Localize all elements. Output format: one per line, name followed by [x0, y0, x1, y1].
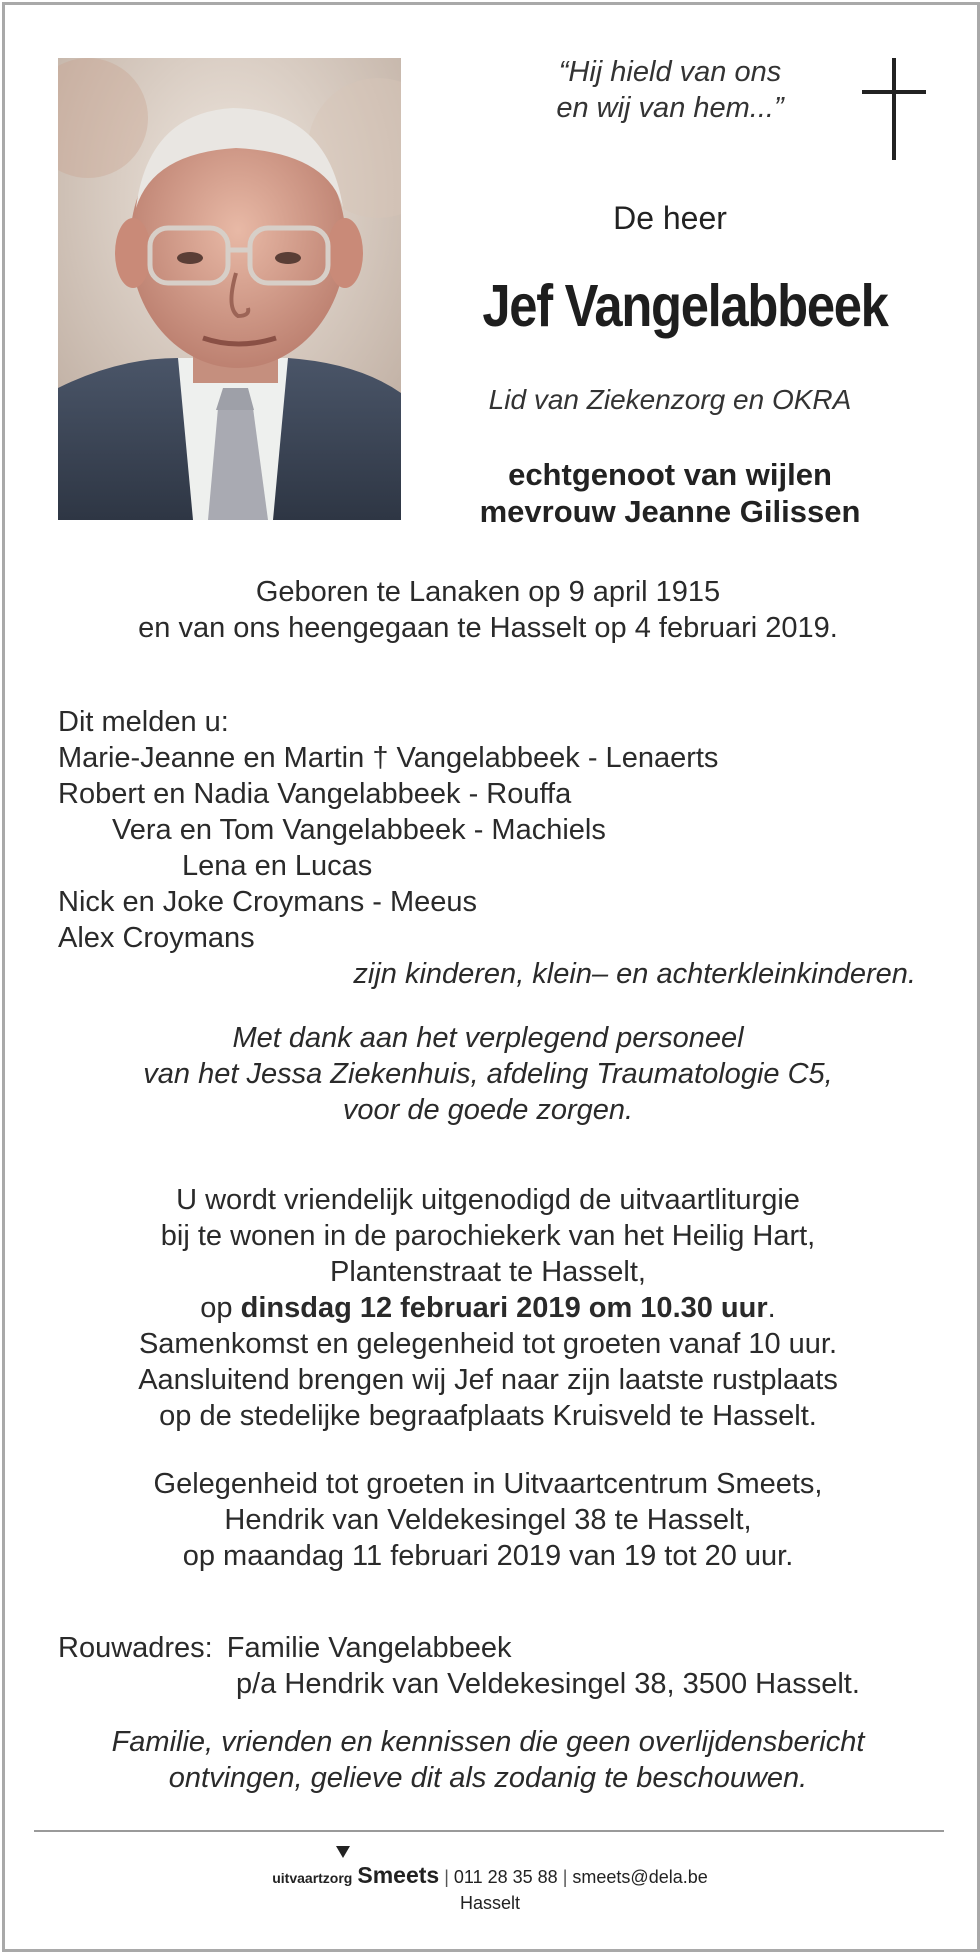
service-date — [58, 1290, 918, 1326]
service-line-6: Aansluitend brengen wij Jef naar zijn laatste rustplaats — [138, 1364, 838, 1396]
funeral-service-info — [58, 1182, 918, 1434]
footer-phone: 011 28 35 88 — [453, 1867, 558, 1887]
family-member: Marie-Jeanne en Martin † Vangelabbeek - Lenaerts — [58, 742, 719, 774]
thanks-line-3: voor de goede zorgen. — [342, 1094, 634, 1126]
visit-line-1: Gelegenheid tot groeten in Uitvaartcentrum Smeets, — [153, 1468, 823, 1500]
footer-divider — [34, 1830, 944, 1832]
portrait-photo — [58, 58, 401, 520]
thanks-note — [58, 1020, 918, 1128]
service-line-3: Plantenstraat te Hasselt, — [330, 1256, 646, 1288]
mourning-address — [58, 1630, 928, 1702]
family-intro: Dit melden u: — [58, 706, 229, 738]
footer-prefix: uitvaartzorg — [272, 1870, 353, 1886]
family-member: Alex Croymans — [58, 922, 255, 954]
visit-line-3: op maandag 11 februari 2019 van 19 tot 20 uur. — [182, 1540, 794, 1572]
born-line-2: en van ons heengegaan te Hasselt op 4 februari 2019. — [138, 612, 838, 644]
address-street: p/a Hendrik van Veldekesingel 38, 3500 Hasselt. — [236, 1668, 860, 1700]
memorial-quote — [500, 54, 840, 126]
family-list — [58, 704, 928, 992]
family-member: Nick en Joke Croymans - Meeus — [58, 886, 478, 918]
family-member: Vera en Tom Vangelabbeek - Machiels — [112, 814, 606, 846]
service-line-7: op de stedelijke begraafplaats Kruisveld te Hasselt. — [159, 1400, 817, 1432]
service-date-bold: dinsdag 12 februari 2019 om 10.30 uur — [240, 1292, 768, 1324]
footer-separator: | — [562, 1867, 568, 1887]
footer — [0, 1844, 980, 1914]
spouse-info — [430, 456, 910, 530]
deceased-name: Jef Vangelabbeek — [482, 273, 888, 339]
footer-city: Hasselt — [459, 1893, 521, 1913]
address-label: Rouwadres: — [58, 1632, 213, 1664]
footer-separator: | — [444, 1867, 449, 1887]
address-family: Familie Vangelabbeek — [226, 1632, 512, 1664]
service-date-prefix: op — [200, 1292, 241, 1324]
cross-icon — [862, 58, 926, 160]
notice-line-2: ontvingen, gelieve dit als zodanig te beschouwen. — [168, 1762, 808, 1794]
footer-email[interactable]: smeets@dela.be — [572, 1867, 708, 1887]
notice-line-1: Familie, vrienden en kennissen die geen overlijdensbericht — [111, 1726, 865, 1758]
family-closing: zijn kinderen, klein– en achterkleinkinderen. — [353, 958, 916, 990]
notice — [58, 1724, 918, 1796]
family-member: Lena en Lucas — [182, 850, 373, 882]
born-line-1: Geboren te Lanaken op 9 april 1915 — [255, 576, 721, 608]
service-date-suffix: . — [767, 1292, 776, 1324]
membership: Lid van Ziekenzorg en OKRA — [488, 384, 852, 415]
service-line-2: bij te wonen in de parochiekerk van het Heilig Hart, — [160, 1220, 816, 1252]
visit-line-2: Hendrik van Veldekesingel 38 te Hasselt, — [224, 1504, 752, 1536]
birth-death-info — [58, 574, 918, 646]
thanks-line-2: van het Jessa Ziekenhuis, afdeling Traumatologie C5, — [143, 1058, 833, 1090]
spouse-line-1: echtgenoot van wijlen — [508, 457, 832, 492]
family-member: Robert en Nadia Vangelabbeek - Rouffa — [58, 778, 572, 810]
quote-line-1: “Hij hield van ons — [558, 56, 782, 88]
quote-line-2: en wij van hem...” — [556, 92, 784, 124]
honorific: De heer — [613, 200, 727, 236]
portrait-illustration — [58, 58, 401, 520]
service-line-1: U wordt vriendelijk uitgenodigd de uitvaartliturgie — [176, 1184, 800, 1216]
footer-brand: Smeets — [357, 1862, 440, 1888]
visitation-info — [58, 1466, 918, 1574]
spouse-line-2: mevrouw Jeanne Gilissen — [479, 494, 861, 529]
service-line-5: Samenkomst en gelegenheid tot groeten vanaf 10 uur. — [138, 1328, 838, 1360]
thanks-line-1: Met dank aan het verplegend personeel — [232, 1022, 744, 1054]
